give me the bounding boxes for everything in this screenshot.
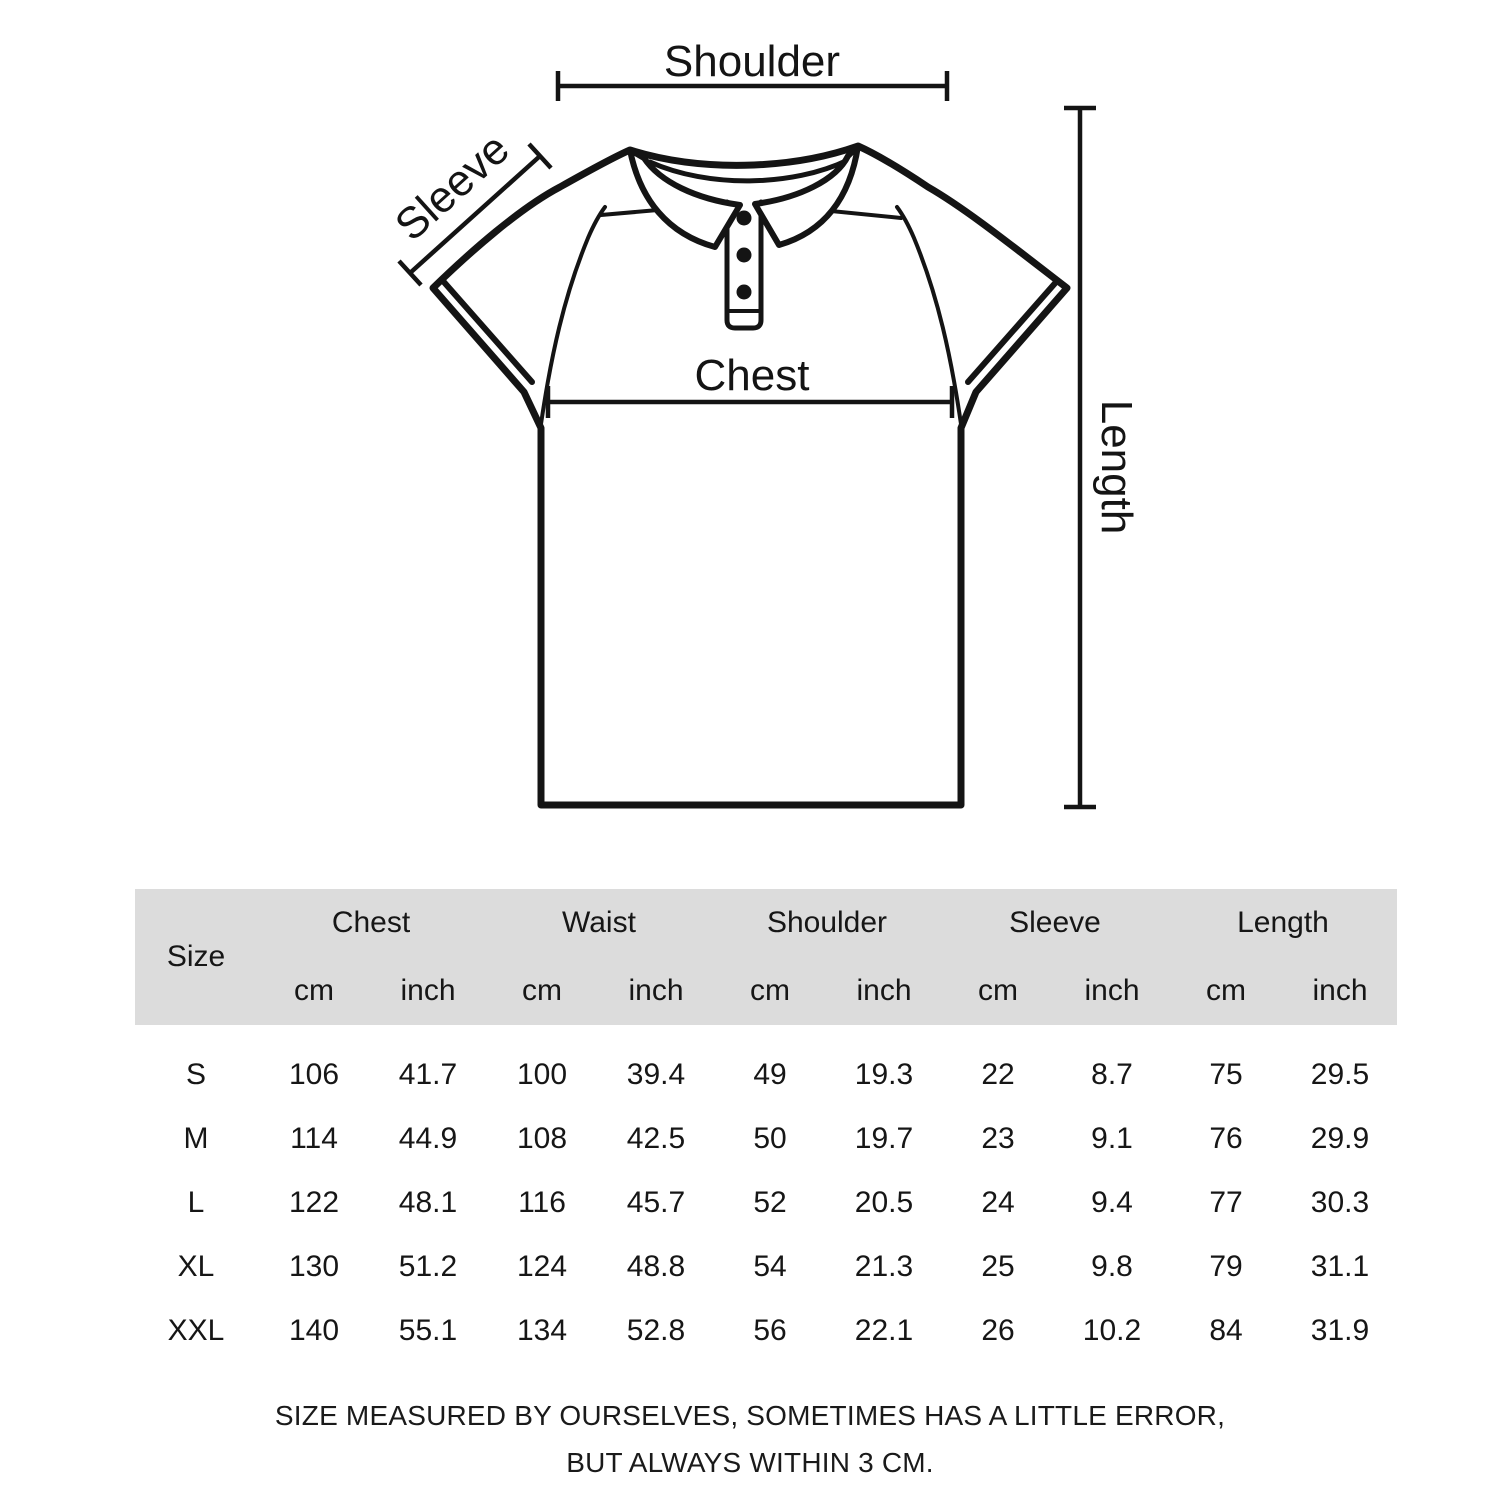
value-cell: 122 [288,1186,340,1219]
value-cell: 116 [518,1186,566,1219]
value-cell: 9.4 [1091,1186,1133,1219]
button-2 [737,248,752,263]
value-cell: 76 [1209,1122,1243,1155]
size-column-header: Size [166,940,226,973]
shoulder-dimension-label: Shoulder [663,37,841,86]
length-dimension [1064,108,1096,807]
value-cell: 9.8 [1091,1250,1133,1283]
polo-shirt-drawing [433,146,1067,805]
size-table [135,889,1397,1363]
size-cell: XL [177,1250,215,1283]
unit-header-inch: inch [1084,974,1140,1007]
value-cell: 45.7 [626,1186,686,1219]
value-cell: 31.9 [1310,1314,1370,1347]
value-cell: 114 [290,1122,338,1155]
length-dimension-label: Length [1092,399,1141,535]
disclaimer-line-2: BUT ALWAYS WITHIN 3 CM. [566,1447,934,1478]
table-row [135,1299,1397,1363]
size-cell: L [187,1186,205,1219]
group-header-chest: Chest [331,906,411,939]
value-cell: 29.5 [1310,1058,1370,1091]
value-cell: 48.8 [626,1250,686,1283]
table-row [135,1107,1397,1171]
value-cell: 39.4 [626,1058,686,1091]
group-header-shoulder: Shoulder [766,906,888,939]
unit-header-cm: cm [522,974,562,1007]
value-cell: 56 [753,1314,787,1347]
value-cell: 22 [981,1058,1015,1091]
disclaimer-note [0,1392,1500,1486]
value-cell: 30.3 [1310,1186,1370,1219]
value-cell: 44.9 [398,1122,458,1155]
value-cell: 77 [1209,1186,1243,1219]
group-header-length: Length [1237,906,1329,939]
value-cell: 29.9 [1310,1122,1370,1155]
table-body [135,1025,1397,1363]
table-row [135,1235,1397,1299]
unit-header-cm: cm [294,974,334,1007]
size-cell: S [185,1058,206,1091]
value-cell: 8.7 [1091,1058,1133,1091]
value-cell: 49 [753,1058,787,1091]
unit-header-cm: cm [1206,974,1246,1007]
value-cell: 41.7 [398,1058,458,1091]
value-cell: 50 [753,1122,787,1155]
value-cell: 52.8 [626,1314,686,1347]
value-cell: 140 [288,1314,340,1347]
value-cell: 106 [288,1058,340,1091]
value-cell: 100 [516,1058,568,1091]
value-cell: 23 [981,1122,1015,1155]
table-row [135,1171,1397,1235]
value-cell: 54 [753,1250,787,1283]
value-cell: 130 [288,1250,340,1283]
value-cell: 22.1 [854,1314,914,1347]
value-cell: 55.1 [398,1314,458,1347]
value-cell: 10.2 [1082,1314,1142,1347]
value-cell: 9.1 [1091,1122,1133,1155]
value-cell: 84 [1209,1314,1243,1347]
unit-header-inch: inch [1312,974,1368,1007]
group-header-waist: Waist [562,906,636,939]
value-cell: 79 [1209,1250,1243,1283]
unit-header-cm: cm [978,974,1018,1007]
value-cell: 108 [516,1122,568,1155]
size-cell: M [183,1122,209,1155]
value-cell: 42.5 [626,1122,686,1155]
table-row [135,1043,1397,1107]
table-header [135,889,1397,1025]
unit-header-inch: inch [856,974,912,1007]
value-cell: 19.3 [854,1058,914,1091]
value-cell: 25 [981,1250,1015,1283]
value-cell: 48.1 [398,1186,458,1219]
value-cell: 21.3 [854,1250,914,1283]
value-cell: 20.5 [854,1186,914,1219]
group-header-sleeve: Sleeve [1009,906,1101,939]
disclaimer-line-1: SIZE MEASURED BY OURSELVES, SOMETIMES HAS A LITTLE ERROR, [274,1400,1226,1431]
value-cell: 124 [516,1250,568,1283]
value-cell: 24 [981,1186,1015,1219]
value-cell: 52 [753,1186,787,1219]
unit-header-cm: cm [750,974,790,1007]
value-cell: 51.2 [398,1250,458,1283]
chest-dimension-label: Chest [694,351,810,400]
value-cell: 26 [981,1314,1015,1347]
value-cell: 134 [516,1314,568,1347]
size-cell: XXL [167,1314,225,1347]
unit-header-inch: inch [628,974,684,1007]
value-cell: 75 [1209,1058,1243,1091]
unit-header-inch: inch [400,974,456,1007]
value-cell: 19.7 [854,1122,914,1155]
sleeve-dimension-label: Sleeve [385,124,519,251]
value-cell: 31.1 [1310,1250,1370,1283]
button-3 [737,285,752,300]
